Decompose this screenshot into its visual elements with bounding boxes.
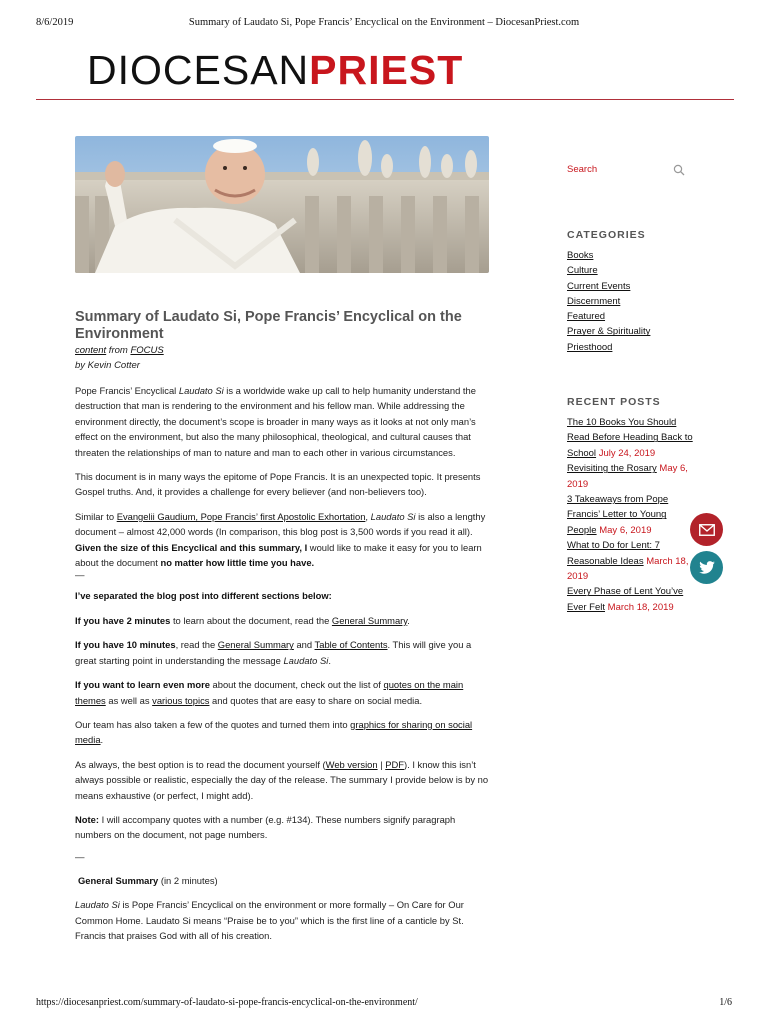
print-date: 8/6/2019 (36, 17, 74, 28)
paragraph-similar: Similar to Evangelii Gaudium, Pope Francis’ first Apostolic Exhortation, Laudato Si is also a lengthy document – almost 42,000 words (In comparison, this blog post is 3,500 words if you read it all). Given the size of this Encyclical and this summary, I would like to make it easy for you to learn about the document no matter how little time you have. (75, 510, 486, 569)
category-link[interactable]: Culture (567, 265, 598, 277)
logo-text-diocesan: DIOCESAN (87, 47, 310, 93)
general-summary-heading: General Summary (in 2 minutes) (78, 874, 218, 886)
category-link[interactable]: Featured (567, 311, 606, 323)
category-link[interactable]: Discernment (567, 295, 621, 307)
recent-post-date: March 18, 2019 (607, 601, 674, 613)
separator-dash-2: — (75, 851, 85, 863)
table-of-contents-link[interactable]: Table of Contents (314, 639, 388, 651)
paragraph-learn-more: If you want to learn even more about the document, check out the list of quotes on the main themes as well as various topics and quotes that are easy to share on social media. (75, 679, 464, 706)
recent-post-date: May 6, 2019 (599, 524, 652, 536)
mail-icon (699, 524, 715, 536)
recent-post-date: May 6, 2019 (567, 463, 688, 490)
twitter-share-button[interactable] (690, 551, 723, 584)
recent-post (567, 538, 697, 584)
focus-link[interactable]: FOCUS (130, 345, 164, 356)
recent-post-link[interactable]: What to Do for Lent: 7 Reasonable Ideas (567, 540, 660, 567)
print-title: Summary of Laudato Si, Pope Francis’ Encyclical on the Environment – DiocesanPriest.com (188, 17, 580, 28)
various-topics-link[interactable]: various topics (152, 694, 210, 706)
search-icon[interactable] (673, 164, 685, 176)
categories-list (567, 248, 650, 355)
sections-intro: I’ve separated the blog post into different sections below: (75, 590, 332, 602)
paragraph-epitome: This document is in many ways the epitome of Pope Francis. It is an unexpected topic. It presents Gospel truths. And, it provides a challenge for every believer (and non-believers too). (75, 471, 481, 498)
print-header (36, 17, 732, 29)
paragraph-10-minutes: If you have 10 minutes, read the General Summary and Table of Contents. This will give you a great starting point in understanding the message Laudato Si. (75, 639, 472, 666)
recent-post-date: July 24, 2019 (598, 447, 656, 459)
graphics-link[interactable]: graphics for sharing on social media (75, 718, 473, 746)
category-link[interactable]: Prayer & Spirituality (567, 326, 651, 338)
twitter-icon (699, 561, 715, 574)
category-link[interactable]: Books (567, 250, 594, 261)
recent-post-date: March 18, 2019 (567, 555, 689, 583)
recent-post (567, 461, 697, 492)
general-summary-link-2[interactable]: General Summary (217, 639, 294, 651)
search-placeholder: Search (567, 164, 598, 175)
article-meta (75, 344, 489, 358)
article-byline: by Kevin Cotter (75, 360, 140, 371)
paragraph-note: Note: I will accompany quotes with a number (e.g. #134). These numbers signify paragraph numbers on the document, not page numbers. (75, 813, 456, 841)
recent-post-link[interactable]: Revisiting the Rosary (567, 463, 657, 475)
web-version-link[interactable]: Web version (325, 758, 378, 770)
category-link[interactable]: Current Events (567, 280, 631, 292)
print-url: https://diocesanpriest.com/summary-of-laudato-si-pope-francis-encyclical-on-the-environment/ (36, 997, 418, 1008)
recent-post-link[interactable]: The 10 Books You Should Read Before Heading Back to School (567, 417, 693, 459)
logo-text-priest: PRIEST (309, 47, 464, 93)
recent-post (567, 415, 697, 461)
evangelii-gaudium-link[interactable]: Evangelii Gaudium, Pope Francis’ first Apostolic Exhortation (116, 510, 366, 522)
category-link[interactable]: Priesthood (567, 341, 613, 353)
paragraph-read-document: As always, the best option is to read the document yourself (Web version | PDF). I know this isn’t always possible or realistic, especially the day of the release. The summary I provide below is by no means exhaustive (or perfect, I might add). (75, 758, 489, 801)
recent-post (567, 492, 697, 538)
search-field[interactable] (567, 164, 689, 178)
recent-posts-list (567, 415, 697, 615)
separator-dash: — (75, 570, 85, 582)
paragraph-intro: Pope Francis’ Encyclical Laudato Si is a worldwide wake up call to help humanity understand the destruction that man is rendering to the environment and his fellow man. While addressing the environment directly, the document’s scope is broader in many ways as it looks at not only man’s effect on the environment, but also the many philosophical, theological, and cultural causes that threaten the relationships of man to nature and man to each other in various circumstances. (75, 385, 476, 458)
paragraph-graphics: Our team has also taken a few of the quotes and turned them into graphics for sharing on social media. (75, 718, 473, 746)
article (75, 309, 489, 952)
print-page-number: 1/6 (719, 997, 732, 1008)
paragraph-general-summary: Laudato Si is Pope Francis’ Encyclical on the environment or more formally – On Care for Our Common Home. Laudato Si means “Praise be to you” which is the first line of a canticle by St. Francis that praises God with all of his creation. (75, 899, 464, 941)
categories-heading: CATEGORIES (567, 229, 646, 241)
email-share-button[interactable] (690, 513, 723, 546)
header-divider (36, 99, 734, 100)
featured-image (75, 136, 489, 273)
paragraph-2-minutes: If you have 2 minutes to learn about the document, read the General Summary. (75, 614, 410, 626)
recent-posts-heading: RECENT POSTS (567, 396, 661, 408)
quotes-main-themes-link[interactable]: quotes on the main themes (75, 679, 464, 706)
content-link[interactable]: content (75, 345, 107, 356)
recent-post-link[interactable]: Every Phase of Lent You’ve Ever Felt (567, 586, 684, 613)
recent-post-link[interactable]: 3 Takeaways from Pope Francis’ Letter to Young People (567, 494, 669, 536)
general-summary-link[interactable]: General Summary (331, 614, 408, 626)
pdf-link[interactable]: PDF (385, 758, 404, 770)
recent-post (567, 584, 697, 615)
site-logo[interactable] (87, 47, 463, 93)
article-title: Summary of Laudato Si, Pope Francis’ Encyclical on the Environment (75, 309, 462, 342)
from-text: from (106, 345, 131, 356)
